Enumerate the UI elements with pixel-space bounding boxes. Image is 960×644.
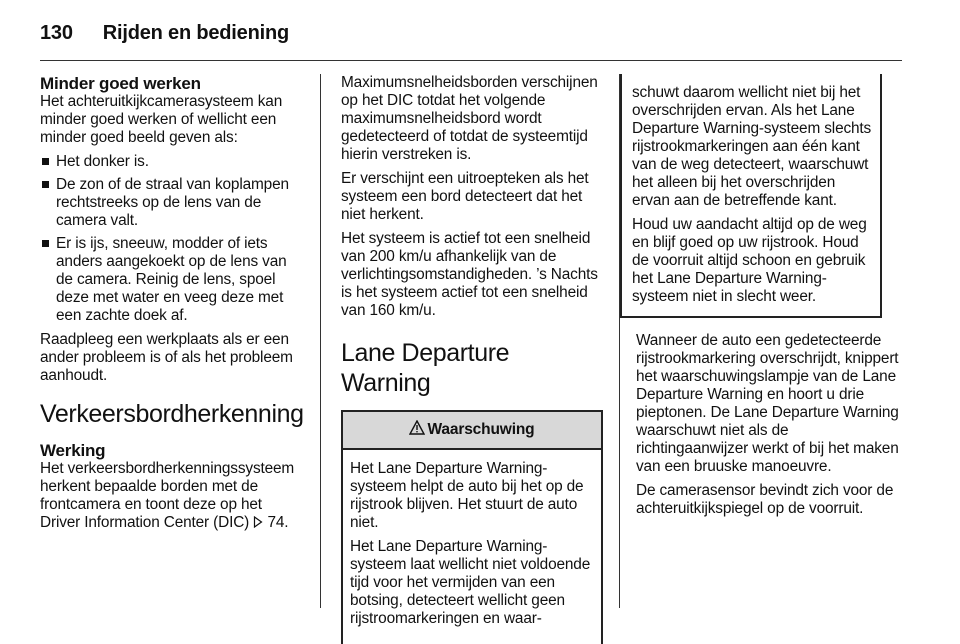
paragraph-maximumsnelheid: Maximumsnelheidsborden verschijnen op het DIC totdat het volgende maximumsnelheidsbord wordt gedetecteerd of totdat de systeemtijd hierin verstreken is.: [341, 74, 598, 163]
paragraph-snelheid: Het systeem is actief tot een snelheid van 200 km/u afhankelijk van de verlichtingsomstandigheden. ’s Nachts is het systeem actief tot een snelheid van 160 km/u.: [341, 230, 598, 319]
section-heading-minder-goed-werken: Minder goed werken: [40, 74, 201, 93]
chapter-title: Rijden en bediening: [102, 22, 289, 44]
column-divider: [320, 74, 321, 608]
column-3: [632, 74, 904, 524]
warning-box-body: [343, 450, 601, 628]
paragraph-uitroepteken: Er verschijnt een uitroepteken als het systeem een bord detecteert dat het niet herkent.: [341, 170, 589, 223]
header-divider: [40, 60, 902, 61]
page-header: [40, 22, 289, 46]
paragraph-camerasensor: De camerasensor bevindt zich voor de achteruitkijkspiegel op de voorruit.: [636, 482, 894, 517]
warning-paragraph-2: Het Lane Departure Warning-systeem laat wellicht niet voldoende tijd voor het vermijden van een botsing, detecteert wellicht geen rijstroomarkeringen en waar-: [350, 538, 591, 627]
warning-box-header: [343, 412, 601, 450]
paragraph-waarschuwingslampje: Wanneer de auto een gedetecteerde rijstrookmarkering overschrijdt, knippert het waarschuwingslampje van de Lane Departure Warning en hoort u drie pieptonen. De Lane Departure Warning waarschuwt niet als de richtingaanwijzer werkt of bij het maken van een bruuske manoeuvre.: [636, 332, 899, 475]
warning-paragraph-4: Houd uw aandacht altijd op de weg en blijf goed op uw rijstrook. Houd de voorruit altijd schoon en gebruik het Lane Departure Warning-systeem niet in slecht weer.: [632, 216, 867, 305]
paragraph-intro: Het achteruitkijkcamerasysteem kan minder goed werken of wellicht een minder goed beeld geven als:: [40, 93, 283, 146]
bullet-square-icon: [42, 240, 49, 247]
paragraph-advice: Raadpleeg een werkplaats als er een ander probleem is of als het probleem aanhoudt.: [40, 331, 293, 384]
warning-box: [341, 410, 603, 644]
warning-paragraph-3: schuwt daarom wellicht niet bij het overschrijden ervan. Als het Lane Departure Warning-systeem slechts rijstrookmarkeringen aan één kant van de weg detecteert, waarschuwt het alleen bij het overschrijden ervan aan de betreffende kant.: [632, 84, 872, 209]
page-reference-arrow-icon[interactable]: [253, 514, 263, 531]
warning-box-continued: [620, 74, 882, 318]
list-item: Het donker is.: [40, 153, 306, 171]
paragraph-werking: Het verkeersbordherkenningssysteem herkent bepaalde borden met de frontcamera en toont deze op het Driver Information Center (DIC) 74.: [40, 460, 295, 531]
section-title-lane-departure-warning: Lane Departure Warning: [341, 339, 510, 397]
page-reference-link[interactable]: 74.: [267, 514, 289, 531]
warning-title: Waarschuwing: [427, 421, 535, 438]
list-item: Er is ijs, sneeuw, modder of iets anders aangekoekt op de lens van de camera. Reinig de lens, spoel deze met water en veeg deze met een zachte doek af.: [40, 235, 306, 325]
bullet-square-icon: [42, 181, 49, 188]
sub-heading-werking: Werking: [40, 441, 106, 460]
condition-list: [40, 153, 306, 325]
bullet-square-icon: [42, 158, 49, 165]
column-1: [40, 74, 306, 538]
section-title-verkeersbordherkenning: Verkeersbordherkenning: [40, 400, 304, 428]
warning-paragraph-1: Het Lane Departure Warning-systeem helpt de auto bij het op de rijstrook blijven. Het stuurt de auto niet.: [350, 460, 584, 531]
column-3-body: [636, 332, 904, 518]
column-2: [341, 74, 603, 644]
page-number: 130: [40, 22, 73, 44]
list-item: De zon of de straal van koplampen rechtstreeks op de lens van de camera valt.: [40, 176, 306, 230]
warning-triangle-icon: [409, 420, 427, 440]
